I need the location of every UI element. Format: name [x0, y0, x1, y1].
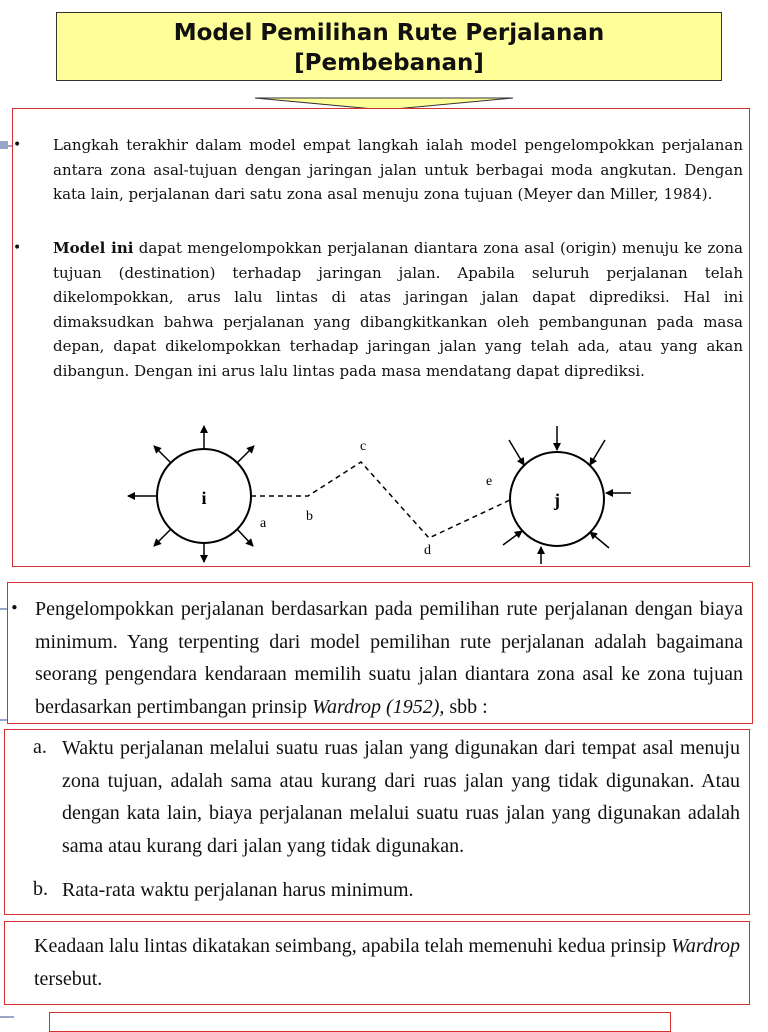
bullet-paragraph-1	[13, 133, 743, 207]
principle-b-text: Rata-rata waktu perjalanan harus minimum.	[62, 879, 414, 901]
point-e-label: e	[486, 474, 493, 489]
equilibrium-text-end: tersebut.	[34, 967, 103, 990]
principle-b-label: b.	[33, 878, 48, 900]
title-arrow	[255, 80, 515, 110]
inbound-arrows	[503, 426, 631, 564]
route-choice-text-end: sbb :	[444, 695, 488, 718]
bullet-text-2: dapat mengelompokkan perjalanan diantara zona asal (origin) menuju ke zona tujuan (destination) terhadap jaringan jalan. Apabila seluruh perjalanan telah dikelompokkan, arus lalu lintas di atas jaringan jalan dapat diprediksi. Hal ini dimaksudkan bahwa perjalanan yang dibangkitkankan oleh pembangunan pada masa depan, dapat dikelompokkan terhadap jaringan jalan yang telah ada, atau yang akan dibangun. Dengan ini arus lalu lintas pada masa mendatang dapat diprediksi.	[53, 239, 743, 380]
origin-label: i	[201, 488, 207, 508]
slide-title	[56, 12, 722, 81]
bullet-bold-lead: Model ini	[53, 239, 134, 257]
point-d-label: d	[424, 543, 431, 558]
route-path	[251, 462, 510, 538]
route-choice-paragraph	[35, 593, 743, 723]
title-line-2: [Pembebanan]	[294, 50, 484, 76]
principle-a-text: Waktu perjalanan melalui suatu ruas jalan yang digunakan dari tempat asal menuju zona tujuan, adalah sama atau kurang dari ruas jalan yang tidak digunakan. Atau dengan kata lain, biaya perjalanan melalui suatu ruas jalan yang digunakan adalah sama atau kurang dari jalan yang tidak digunakan.	[62, 737, 740, 857]
bullet-icon: •	[13, 137, 22, 153]
margin-marker	[0, 141, 8, 149]
margin-line	[0, 1016, 14, 1018]
route-choice-section	[7, 582, 753, 724]
equilibrium-paragraph	[34, 930, 740, 995]
point-a-label: a	[260, 516, 267, 531]
route-diagram	[120, 420, 640, 565]
next-section-box	[49, 1012, 671, 1032]
wardrop-principles-section	[4, 729, 750, 915]
principle-a-label: a.	[33, 736, 47, 758]
wardrop-citation: Wardrop (1952),	[312, 695, 445, 718]
bullet-icon: •	[13, 240, 22, 256]
title-line-1: Model Pemilihan Rute Perjalanan	[173, 20, 605, 46]
bullet-paragraph-2	[13, 236, 743, 383]
equilibrium-section	[4, 921, 750, 1005]
wardrop-term: Wardrop	[671, 935, 740, 957]
point-b-label: b	[306, 509, 313, 524]
equilibrium-text: Keadaan lalu lintas dikatakan seimbang, apabila telah memenuhi kedua prinsip	[34, 935, 672, 957]
point-c-label: c	[360, 439, 367, 454]
destination-label: j	[554, 490, 560, 510]
bullet-text-1: Langkah terakhir dalam model empat langkah ialah model pengelompokkan perjalanan antara zona asal-tujuan dengan jaringan jalan untuk berbagai moda angkutan. Dengan kata lain, perjalanan dari satu zona asal menuju zona tujuan (Meyer dan Miller, 1984).	[53, 136, 743, 203]
route-choice-text: Pengelompokkan perjalanan berdasarkan pada pemilihan rute perjalanan dengan biaya minimum. Yang terpenting dari model pemilihan rute perjalanan adalah bagaimana seorang pengendara kendaraan memilih suatu jalan diantara zona asal ke zona tujuan berdasarkan pertimbangan prinsip	[35, 598, 743, 718]
bullet-icon: •	[10, 599, 19, 617]
